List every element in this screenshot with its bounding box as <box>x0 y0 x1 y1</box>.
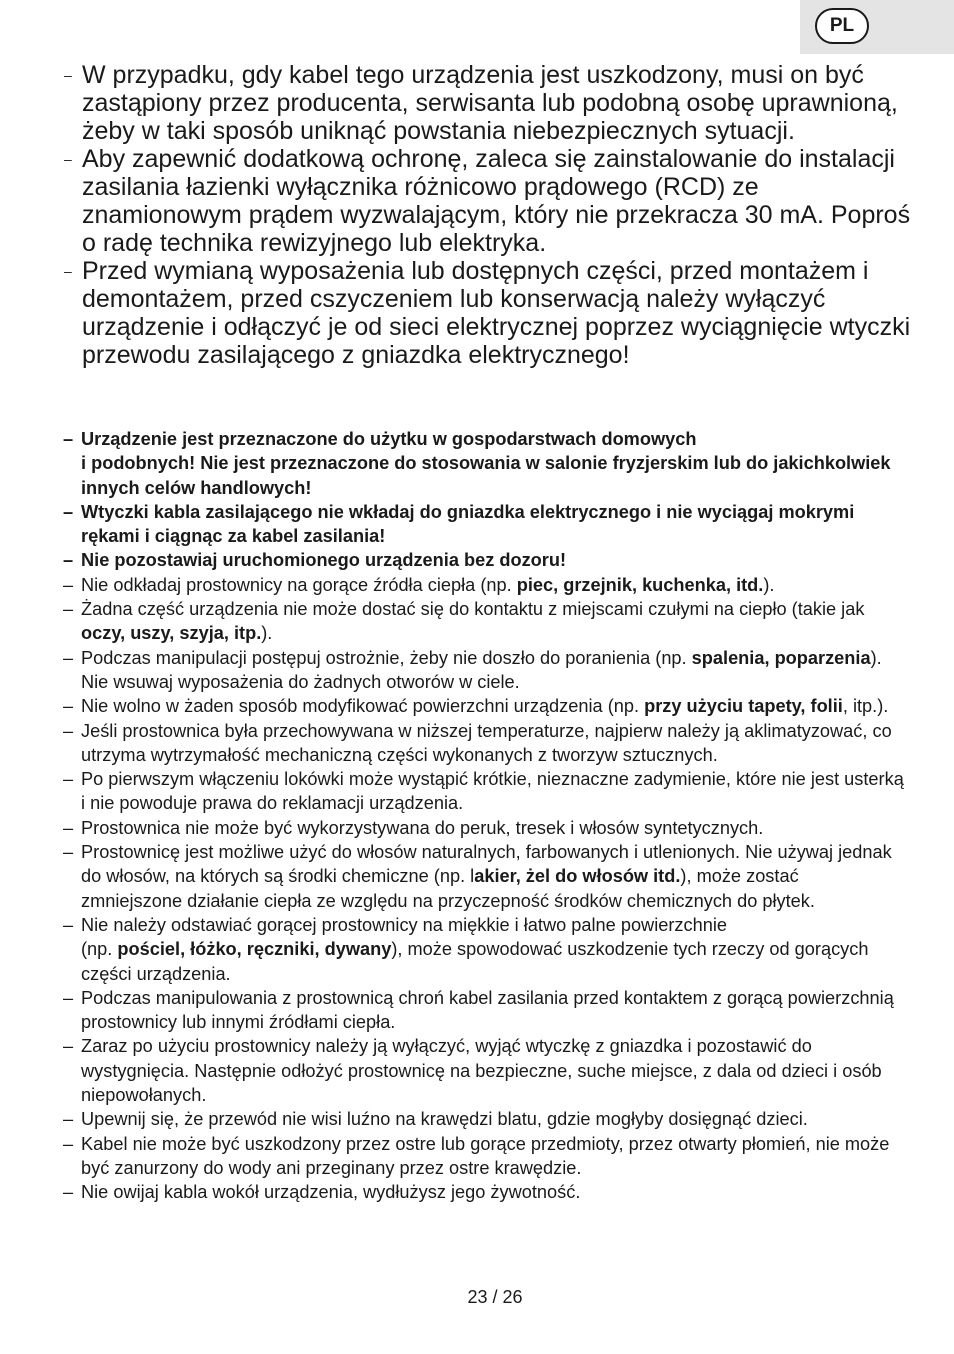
dash-bullet: – <box>63 842 74 863</box>
list-item <box>0 500 954 549</box>
item-text: Podczas manipulacji postępuj ostrożnie, żeby nie doszło do poranienia (np. <box>81 647 692 668</box>
item-text: Nie należy odstawiać gorącej prostownicy na miękkie i łatwo palne powierzchnie <box>81 914 727 935</box>
list-item <box>0 913 954 986</box>
dash-bullet: – <box>63 769 74 790</box>
list-item <box>0 1107 954 1131</box>
item-text: Urządzenie jest przeznaczone do użytku w gospodarstwach domowych <box>81 429 697 449</box>
list-item <box>0 573 954 597</box>
list-item <box>0 646 954 695</box>
list-item <box>0 694 954 718</box>
item-text: i podobnych! Nie jest przeznaczone do stosowania w salonie fryzjerskim lub do jakichkolwiek innych celów handlowych! <box>81 453 891 498</box>
emphasis-text: oczy, uszy, szyja, itp. <box>81 623 262 644</box>
emphasis-text: pościel, łóżko, ręczniki, dywany <box>117 939 392 960</box>
item-text: Nie owijaj kabla wokół urządzenia, wydłużysz jego żywotność. <box>81 1182 581 1203</box>
item-text: W przypadku, gdy kabel tego urządzenia jest uszkodzony, musi on być zastąpiony przez producenta, serwisanta lub podobną osobę uprawnioną, żeby w taki sposób uniknąć powstania niebezpiecznych sytuacji. <box>82 61 898 145</box>
item-text: Żadna część urządzenia nie może dostać się do kontaktu z miejscami czułymi na ciepło (takie jak <box>81 599 865 620</box>
list-item <box>0 767 954 816</box>
item-text: ), może zostać zmniejszone działanie ciepła ze względu na przyczepność środków chemicznych do płytek. <box>81 866 815 911</box>
dash-bullet: – <box>63 914 74 935</box>
emphasis-text: akier, żel do włosów itd. <box>474 866 681 887</box>
list-item <box>0 145 954 257</box>
item-text: Nie wolno w żaden sposób modyfikować powierzchni urządzenia (np. <box>81 696 645 717</box>
dash-bullet: – <box>63 1109 74 1130</box>
dash-bullet: – <box>63 1133 74 1154</box>
item-text: Upewnij się, że przewód nie wisi luźno na krawędzi blatu, gdzie mogłyby dosięgnąć dzieci. <box>81 1109 808 1130</box>
item-text: Nie odkładaj prostownicy na gorące źródła ciepła (np. <box>81 574 517 595</box>
page-number: 23 / 26 <box>467 1287 523 1307</box>
intro-warning-list <box>0 61 954 369</box>
item-text: Nie pozostawiaj uruchomionego urządzenia bez dozoru! <box>81 550 567 571</box>
language-tab <box>800 0 954 54</box>
dash-bullet: – <box>63 817 74 838</box>
emphasis-text: przy użyciu tapety, folii <box>644 696 843 717</box>
item-text: Zaraz po użyciu prostownicy należy ją wyłączyć, wyjąć wtyczkę z gniazdka i pozostawić do wystygnięcia. Następnie odłożyć prostownicę na bezpieczne, suche miejsce, z dala od dzieci i osób niepowołanych. <box>81 1036 882 1106</box>
dash-bullet: – <box>63 1036 74 1057</box>
item-text: Prostownicę jest możliwe użyć do włosów naturalnych, farbowanych i utlenionych. Nie używaj jednak do włosów, na których są środki chemiczne (np. l <box>81 842 892 887</box>
safety-instructions-list <box>0 427 954 1205</box>
emphasis-text: piec, grzejnik, kuchenka, itd. <box>516 574 764 595</box>
list-item <box>0 1180 954 1204</box>
item-text: Kabel nie może być uszkodzony przez ostre lub gorące przedmioty, przez otwarty płomień, nie może być zanurzony do wody ani przeginany przez ostre krawędzie. <box>81 1133 890 1178</box>
list-item <box>0 1034 954 1107</box>
list-item <box>0 816 954 840</box>
list-item <box>0 257 954 369</box>
item-text: Po pierwszym włączeniu lokówki może wystąpić krótkie, nieznaczne zadymienie, które nie jest usterką i nie powoduje prawa do reklamacji urządzenia. <box>81 769 904 814</box>
item-text: ). <box>763 574 775 595</box>
list-item <box>0 840 954 913</box>
dash-bullet: – <box>63 550 74 571</box>
item-text: (np. <box>81 939 118 960</box>
list-item <box>0 1132 954 1181</box>
dash-bullet: – <box>63 599 74 620</box>
item-text: Jeśli prostownica była przechowywana w niższej temperaturze, najpierw należy ją aklimatyzować, co utrzyma wytrzymałość mechaniczną części wykonanych z tworzyw sztucznych. <box>81 720 892 765</box>
list-item <box>0 597 954 646</box>
list-item <box>0 986 954 1035</box>
item-text: ). Nie wsuwaj wyposażenia do żadnych otworów w ciele. <box>81 647 882 692</box>
item-text: ), może spowodować uszkodzenie tych rzeczy od gorących części urządzenia. <box>81 939 869 984</box>
item-text: Aby zapewnić dodatkową ochronę, zaleca się zainstalowanie do instalacji zasilania łazienki wyłącznika różnicowo prądowego (RCD) ze znamionowym prądem wyzwalającym, który nie przekracza 30 mA. Poproś o radę technika rewizyjnego lub elektryka. <box>82 145 911 257</box>
dash-bullet: – <box>64 263 72 279</box>
dash-bullet: – <box>63 574 74 595</box>
dash-bullet: – <box>64 67 72 83</box>
dash-bullet: – <box>63 987 74 1008</box>
dash-bullet: – <box>63 501 74 522</box>
list-item <box>0 719 954 768</box>
list-item <box>0 548 954 572</box>
dash-bullet: – <box>64 151 72 167</box>
emphasis-text: spalenia, poparzenia <box>691 647 871 668</box>
item-text: Wtyczki kabla zasilającego nie wkładaj do gniazdka elektrycznego i nie wyciągaj mokrymi rękami i ciągnąc za kabel zasilania! <box>81 501 855 547</box>
language-badge: PL <box>815 8 869 44</box>
item-text: Przed wymianą wyposażenia lub dostępnych części, przed montażem i demontażem, przed cszyczeniem lub konserwacją należy wyłączyć urządzenie i odłączyć je od sieci elektrycznej poprzez wyciągnięcie wtyczki przewodu zasilającego z gniazdka elektrycznego! <box>82 257 911 369</box>
item-text: Podczas manipulowania z prostownicą chroń kabel zasilania przed kontaktem z gorącą powierzchnią prostownicy lub innymi źródłami ciepła. <box>81 987 894 1033</box>
dash-bullet: – <box>63 1182 74 1203</box>
dash-bullet: – <box>63 696 74 717</box>
dash-bullet: – <box>63 720 74 741</box>
dash-bullet: – <box>63 647 74 668</box>
item-text: Prostownica nie może być wykorzystywana do peruk, tresek i włosów syntetycznych. <box>81 817 764 838</box>
list-item <box>0 61 954 145</box>
list-item <box>0 427 954 500</box>
dash-bullet: – <box>63 429 74 449</box>
item-text: ). <box>261 623 273 644</box>
item-text: , itp.). <box>842 696 889 717</box>
